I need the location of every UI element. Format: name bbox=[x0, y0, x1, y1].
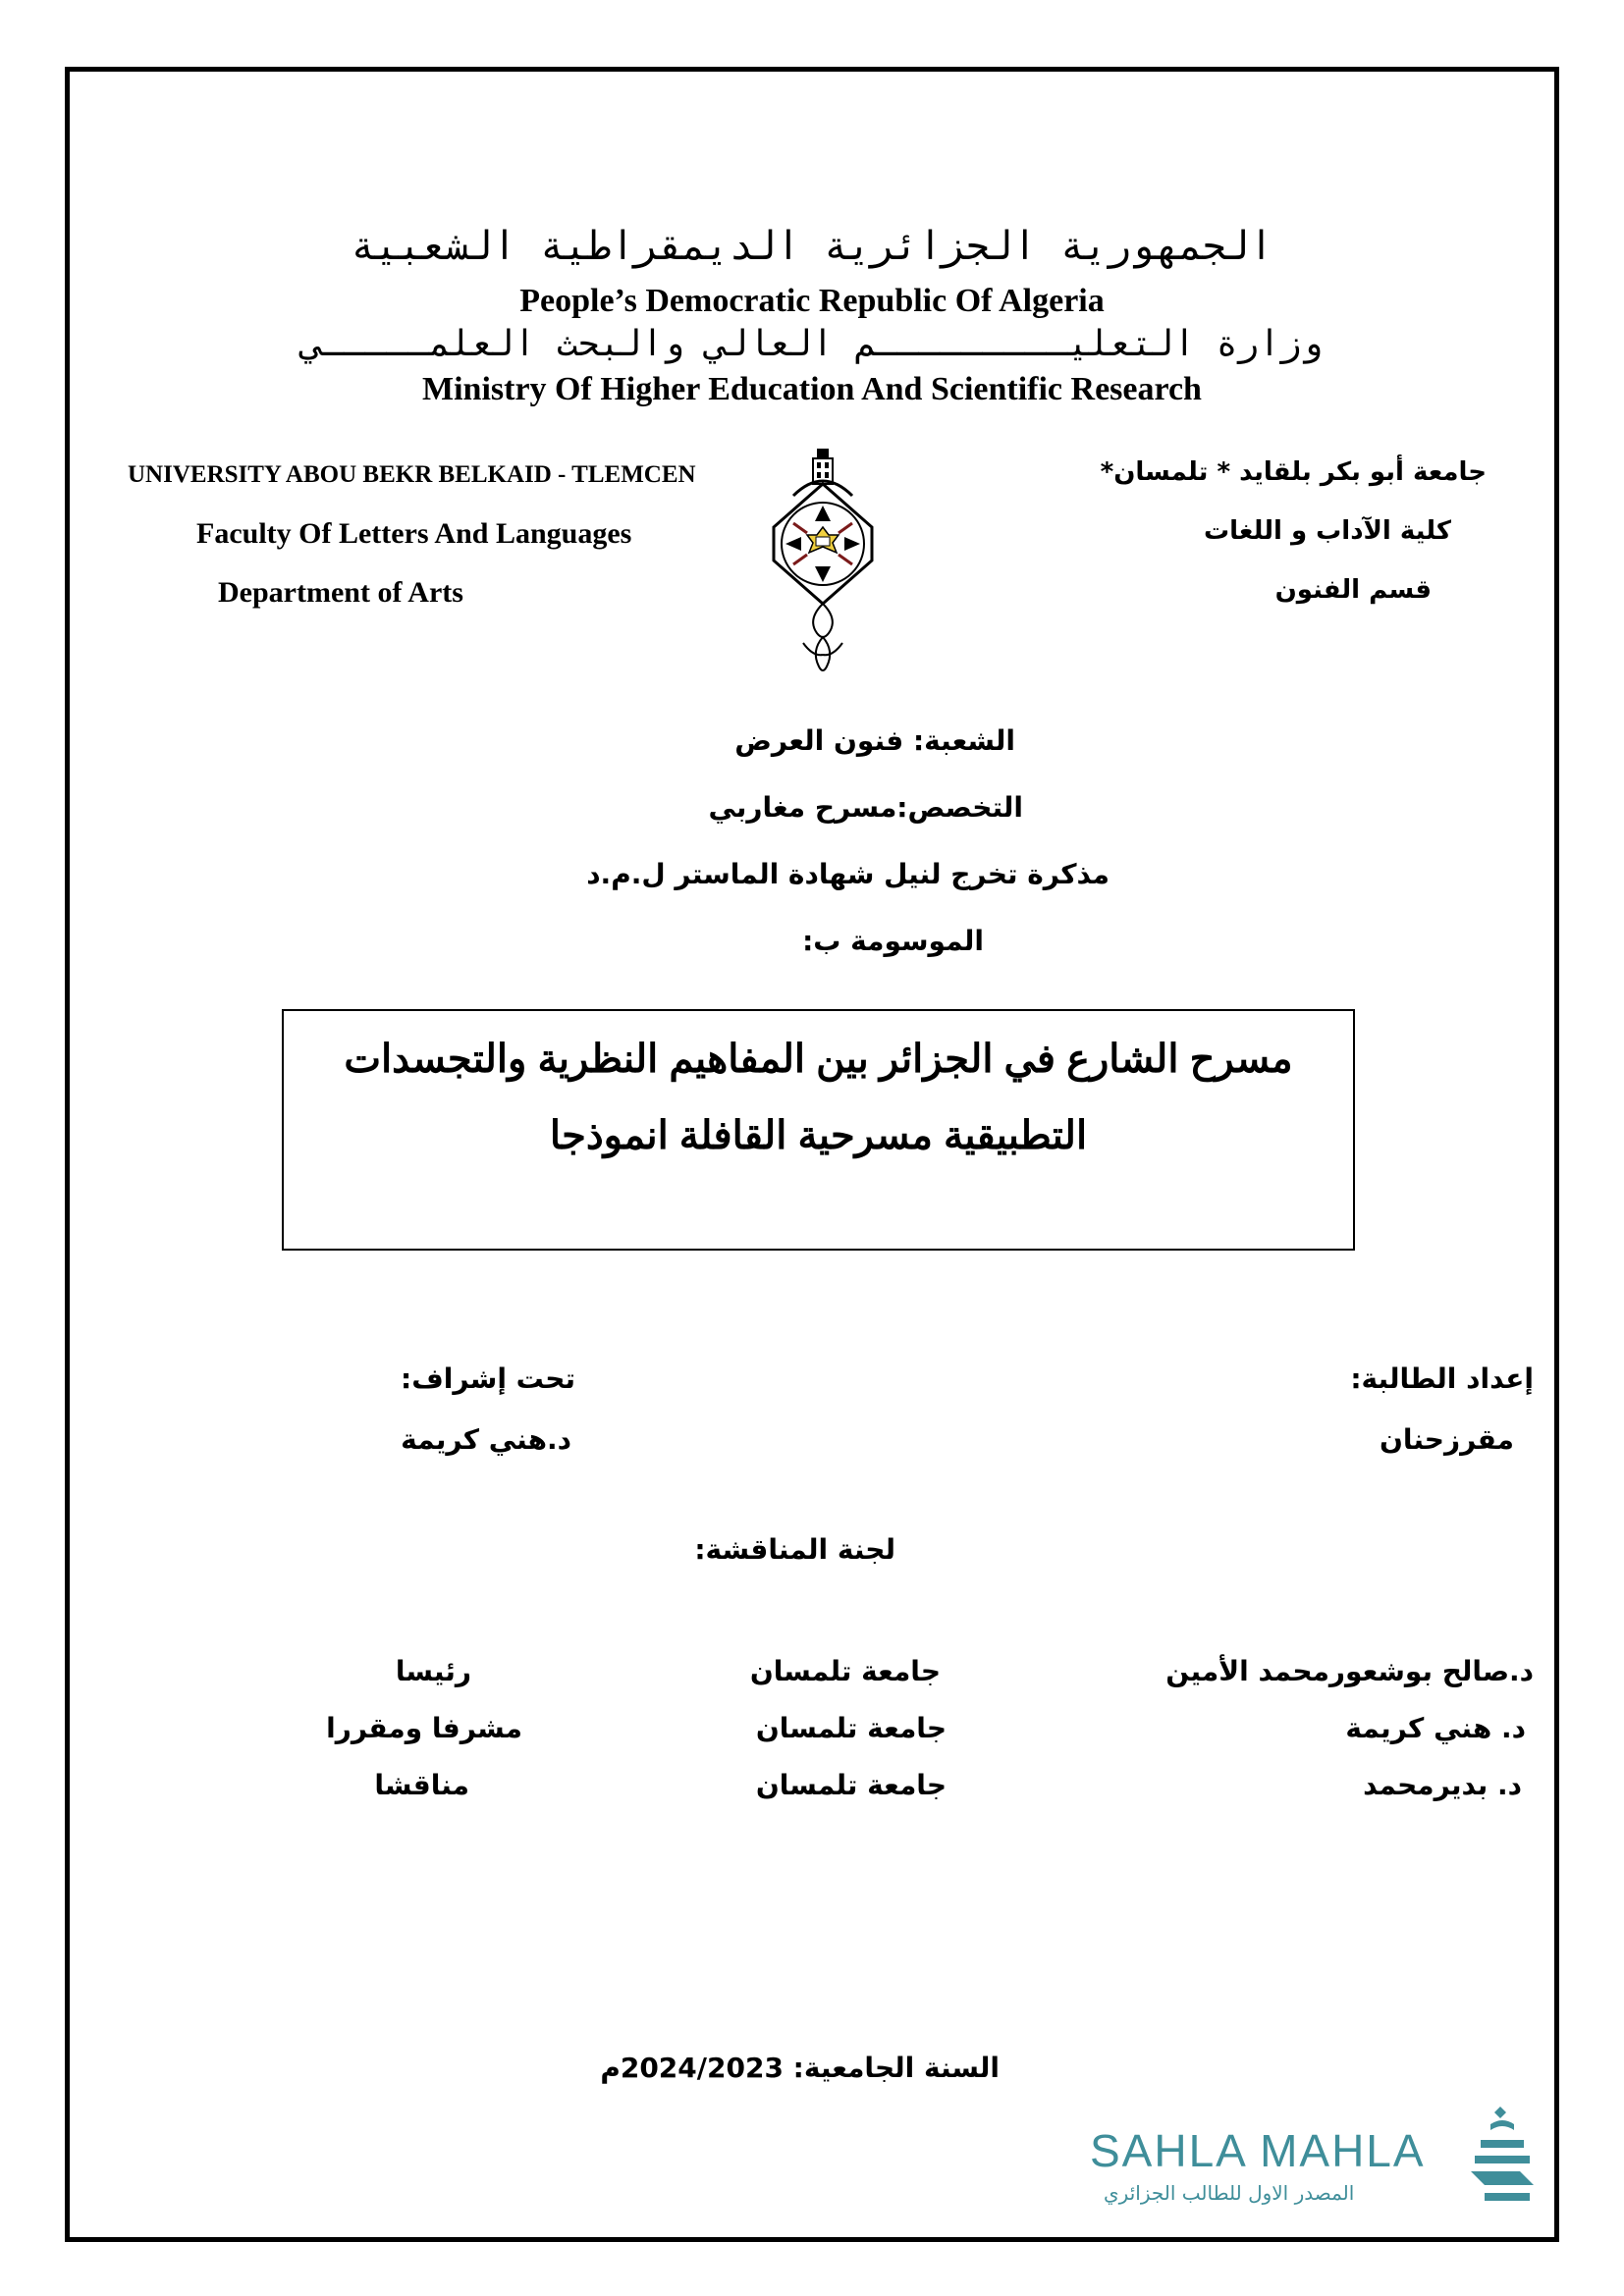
en-department: Department of Arts bbox=[218, 576, 463, 609]
en-faculty: Faculty Of Letters And Languages bbox=[196, 517, 632, 550]
branch-label: الشعبة: فنون العرض bbox=[734, 724, 1015, 757]
thesis-title-line-2: التطبيقية مسرحية القافلة انموذجا bbox=[549, 1114, 1088, 1157]
student-name: مقرزحنان bbox=[1379, 1423, 1514, 1456]
academic-year: السنة الجامعية: 2024/2023م bbox=[600, 2052, 1000, 2084]
ar-ministry: وزارة التعليـــــــــم العالي والبحث العلمـــــي bbox=[300, 324, 1324, 364]
supervisor-name: د.هني كريمة bbox=[401, 1423, 571, 1456]
ar-department: قسم الفنون bbox=[1274, 575, 1432, 605]
ar-university: جامعة أبو بكر بلقايد * تلمسان* bbox=[1100, 457, 1487, 487]
en-republic: People’s Democratic Republic Of Algeria bbox=[519, 283, 1105, 319]
watermark-brand: SAHLA MAHLA bbox=[1090, 2125, 1426, 2176]
supervisor-label: تحت إشراف: bbox=[401, 1362, 575, 1395]
specialty-label: التخصص:مسرح مغاربي bbox=[708, 791, 1023, 824]
thesis-label: مذكرة تخرج لنيل شهادة الماستر ل.م.د bbox=[586, 858, 1110, 890]
student-label: إعداد الطالبة: bbox=[1350, 1362, 1534, 1395]
watermark-tagline: المصدر الاول للطالب الجزائري bbox=[1104, 2181, 1355, 2205]
committee-member-university: جامعة تلمسان bbox=[749, 1655, 941, 1687]
committee-member-name: د. هني كريمة bbox=[1345, 1712, 1526, 1744]
committee-label: لجنة المناقشة: bbox=[694, 1533, 895, 1566]
ar-republic: الجمهورية الجزائرية الديمقراطية الشعبية bbox=[351, 224, 1273, 269]
en-ministry: Ministry Of Higher Education And Scientific Research bbox=[422, 371, 1202, 407]
committee-member-name: د. بديرمحمد bbox=[1363, 1769, 1522, 1801]
committee-member-university: جامعة تلمسان bbox=[755, 1769, 947, 1801]
thesis-title-line-1: مسرح الشارع في الجزائر بين المفاهيم النظرية والتجسدات bbox=[344, 1038, 1293, 1081]
watermark-logo-icon bbox=[1461, 2101, 1543, 2209]
committee-member-university: جامعة تلمسان bbox=[755, 1712, 947, 1744]
committee-member-role: رئيسا bbox=[395, 1655, 471, 1687]
committee-member-name: د.صالح بوشعورمحمد الأمين bbox=[1165, 1655, 1534, 1687]
committee-member-role: مشرفا ومقررا bbox=[326, 1712, 522, 1744]
titled-label: الموسومة ب: bbox=[802, 925, 984, 957]
thesis-title-box bbox=[282, 1009, 1355, 1251]
ar-faculty: كلية الآداب و اللغات bbox=[1204, 516, 1451, 546]
en-university: UNIVERSITY ABOU BEKR BELKAID - TLEMCEN bbox=[128, 461, 696, 488]
committee-member-role: مناقشا bbox=[374, 1769, 469, 1801]
sahla-mahla-watermark bbox=[1090, 2120, 1551, 2228]
university-logo bbox=[764, 447, 882, 682]
